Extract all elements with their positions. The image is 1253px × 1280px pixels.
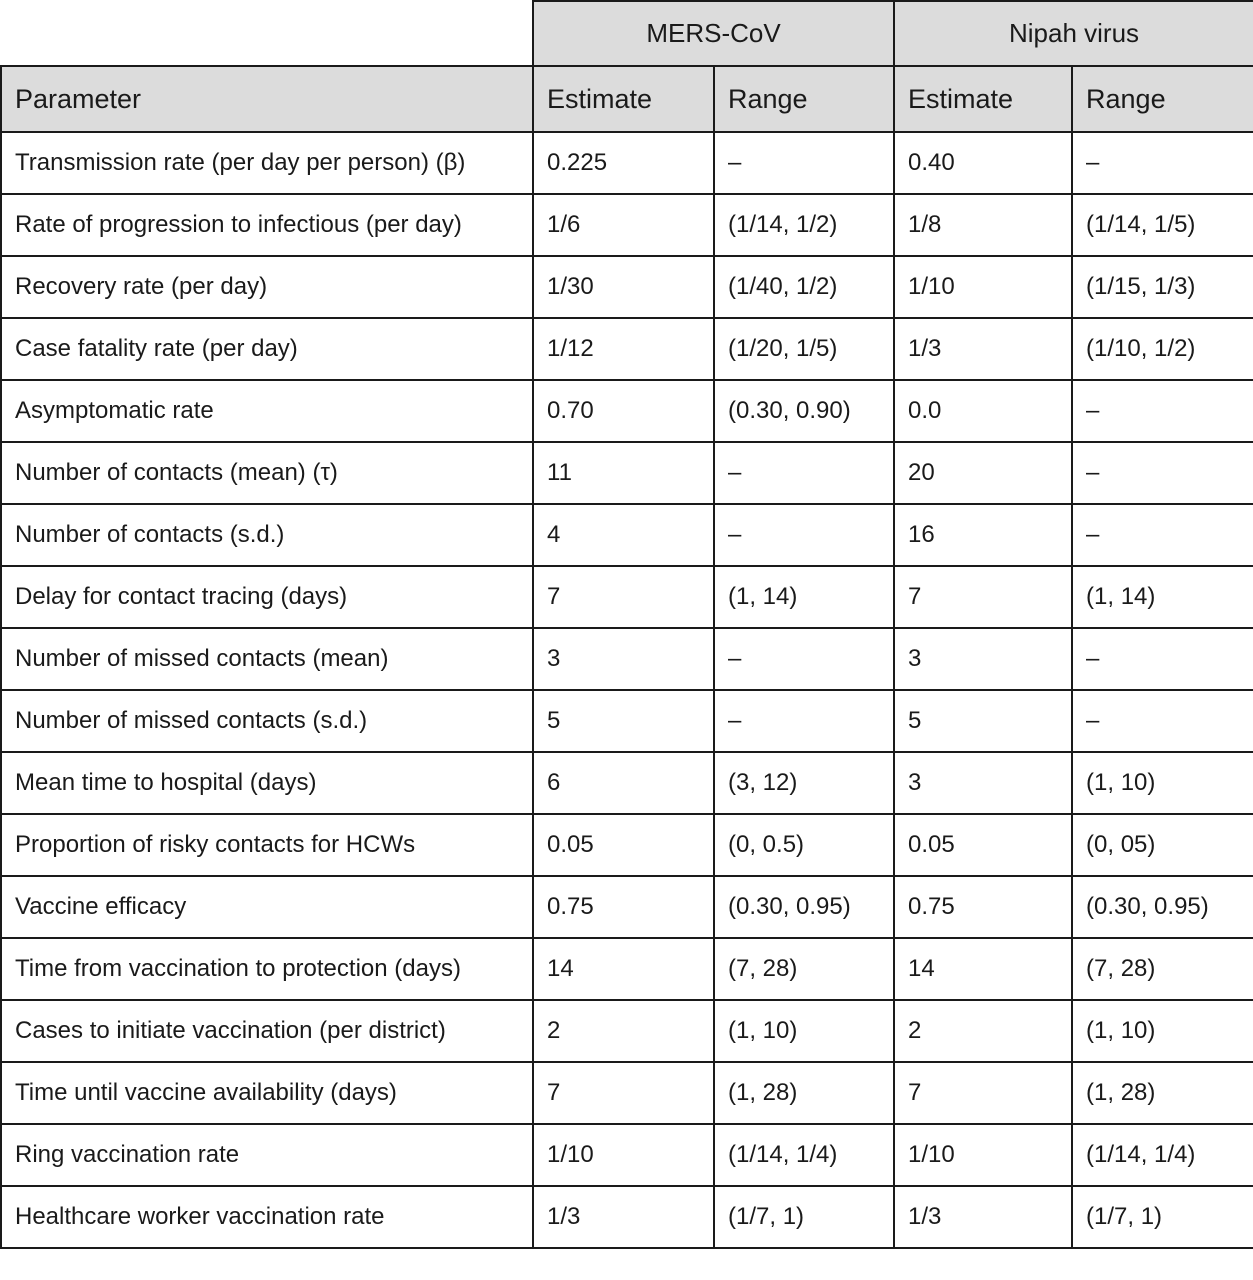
- column-header-parameter: Parameter: [1, 66, 533, 132]
- parameter-cell: Time until vaccine availability (days): [1, 1062, 533, 1124]
- table-row: [1, 380, 1253, 442]
- nipah-estimate-cell: 1/3: [894, 1186, 1072, 1248]
- mers-range-cell: (1, 28): [714, 1062, 894, 1124]
- table-row: [1, 442, 1253, 504]
- mers-estimate-cell: 5: [533, 690, 714, 752]
- group-header-nipah: Nipah virus: [894, 1, 1253, 66]
- mers-estimate-cell: 2: [533, 1000, 714, 1062]
- mers-range-cell: –: [714, 628, 894, 690]
- mers-range-cell: (0, 0.5): [714, 814, 894, 876]
- parameter-cell: Number of missed contacts (mean): [1, 628, 533, 690]
- column-header-mers-estimate: Estimate: [533, 66, 714, 132]
- table-row: [1, 876, 1253, 938]
- mers-range-cell: (1, 14): [714, 566, 894, 628]
- mers-range-cell: (0.30, 0.95): [714, 876, 894, 938]
- parameter-cell: Recovery rate (per day): [1, 256, 533, 318]
- nipah-range-cell: –: [1072, 380, 1253, 442]
- mers-range-cell: (1/14, 1/2): [714, 194, 894, 256]
- table-row: [1, 318, 1253, 380]
- parameter-cell: Healthcare worker vaccination rate: [1, 1186, 533, 1248]
- nipah-estimate-cell: 20: [894, 442, 1072, 504]
- nipah-range-cell: (1/14, 1/4): [1072, 1124, 1253, 1186]
- nipah-range-cell: (1/14, 1/5): [1072, 194, 1253, 256]
- table-row: [1, 504, 1253, 566]
- table-row: [1, 1062, 1253, 1124]
- nipah-range-cell: (7, 28): [1072, 938, 1253, 1000]
- column-header-nipah-range: Range: [1072, 66, 1253, 132]
- parameter-cell: Case fatality rate (per day): [1, 318, 533, 380]
- column-header-nipah-estimate: Estimate: [894, 66, 1072, 132]
- parameter-cell: Number of contacts (s.d.): [1, 504, 533, 566]
- mers-estimate-cell: 1/6: [533, 194, 714, 256]
- nipah-estimate-cell: 1/10: [894, 1124, 1072, 1186]
- mers-estimate-cell: 11: [533, 442, 714, 504]
- mers-range-cell: (3, 12): [714, 752, 894, 814]
- nipah-range-cell: –: [1072, 628, 1253, 690]
- mers-range-cell: –: [714, 690, 894, 752]
- nipah-estimate-cell: 0.40: [894, 132, 1072, 194]
- nipah-estimate-cell: 7: [894, 566, 1072, 628]
- mers-estimate-cell: 1/12: [533, 318, 714, 380]
- mers-estimate-cell: 7: [533, 1062, 714, 1124]
- nipah-estimate-cell: 1/10: [894, 256, 1072, 318]
- mers-estimate-cell: 0.05: [533, 814, 714, 876]
- table-row: [1, 256, 1253, 318]
- table-row: [1, 690, 1253, 752]
- nipah-range-cell: (1, 10): [1072, 1000, 1253, 1062]
- parameter-cell: Asymptomatic rate: [1, 380, 533, 442]
- nipah-range-cell: (1/15, 1/3): [1072, 256, 1253, 318]
- parameter-cell: Cases to initiate vaccination (per district): [1, 1000, 533, 1062]
- group-header-mers: MERS-CoV: [533, 1, 894, 66]
- nipah-estimate-cell: 1/8: [894, 194, 1072, 256]
- mers-estimate-cell: 3: [533, 628, 714, 690]
- mers-estimate-cell: 1/3: [533, 1186, 714, 1248]
- nipah-estimate-cell: 0.0: [894, 380, 1072, 442]
- mers-range-cell: (1, 10): [714, 1000, 894, 1062]
- parameter-cell: Proportion of risky contacts for HCWs: [1, 814, 533, 876]
- parameter-cell: Time from vaccination to protection (days): [1, 938, 533, 1000]
- nipah-estimate-cell: 1/3: [894, 318, 1072, 380]
- parameter-cell: Number of contacts (mean) (τ): [1, 442, 533, 504]
- nipah-range-cell: (1, 14): [1072, 566, 1253, 628]
- blank-corner-cell: [1, 1, 533, 66]
- column-header-mers-range: Range: [714, 66, 894, 132]
- mers-estimate-cell: 4: [533, 504, 714, 566]
- table-row: [1, 1124, 1253, 1186]
- mers-estimate-cell: 14: [533, 938, 714, 1000]
- nipah-estimate-cell: 0.05: [894, 814, 1072, 876]
- table-row: [1, 132, 1253, 194]
- nipah-range-cell: (1/10, 1/2): [1072, 318, 1253, 380]
- table-row: [1, 566, 1253, 628]
- mers-estimate-cell: 1/30: [533, 256, 714, 318]
- nipah-estimate-cell: 3: [894, 628, 1072, 690]
- table-row: [1, 1186, 1253, 1248]
- mers-range-cell: –: [714, 442, 894, 504]
- table-row: [1, 814, 1253, 876]
- mers-range-cell: –: [714, 504, 894, 566]
- mers-estimate-cell: 0.70: [533, 380, 714, 442]
- parameter-cell: Number of missed contacts (s.d.): [1, 690, 533, 752]
- nipah-range-cell: –: [1072, 442, 1253, 504]
- mers-estimate-cell: 1/10: [533, 1124, 714, 1186]
- mers-range-cell: (0.30, 0.90): [714, 380, 894, 442]
- nipah-range-cell: (0, 05): [1072, 814, 1253, 876]
- nipah-range-cell: –: [1072, 504, 1253, 566]
- nipah-estimate-cell: 7: [894, 1062, 1072, 1124]
- parameter-cell: Transmission rate (per day per person) (β): [1, 132, 533, 194]
- nipah-estimate-cell: 0.75: [894, 876, 1072, 938]
- table-row: [1, 628, 1253, 690]
- table-row: [1, 938, 1253, 1000]
- nipah-range-cell: (1, 28): [1072, 1062, 1253, 1124]
- table-body: [1, 132, 1253, 1248]
- nipah-estimate-cell: 14: [894, 938, 1072, 1000]
- parameter-cell: Mean time to hospital (days): [1, 752, 533, 814]
- nipah-estimate-cell: 5: [894, 690, 1072, 752]
- parameter-cell: Rate of progression to infectious (per day): [1, 194, 533, 256]
- mers-range-cell: (1/7, 1): [714, 1186, 894, 1248]
- nipah-estimate-cell: 3: [894, 752, 1072, 814]
- parameter-cell: Ring vaccination rate: [1, 1124, 533, 1186]
- nipah-range-cell: –: [1072, 690, 1253, 752]
- nipah-range-cell: (1, 10): [1072, 752, 1253, 814]
- mers-estimate-cell: 7: [533, 566, 714, 628]
- nipah-estimate-cell: 2: [894, 1000, 1072, 1062]
- table-row: [1, 1000, 1253, 1062]
- column-header-row: [1, 66, 1253, 132]
- nipah-range-cell: –: [1072, 132, 1253, 194]
- table-row: [1, 194, 1253, 256]
- mers-estimate-cell: 6: [533, 752, 714, 814]
- mers-range-cell: (7, 28): [714, 938, 894, 1000]
- parameter-cell: Vaccine efficacy: [1, 876, 533, 938]
- mers-range-cell: (1/40, 1/2): [714, 256, 894, 318]
- mers-range-cell: (1/14, 1/4): [714, 1124, 894, 1186]
- nipah-estimate-cell: 16: [894, 504, 1072, 566]
- mers-range-cell: (1/20, 1/5): [714, 318, 894, 380]
- parameter-cell: Delay for contact tracing (days): [1, 566, 533, 628]
- mers-estimate-cell: 0.225: [533, 132, 714, 194]
- table-row: [1, 752, 1253, 814]
- group-header-row: [1, 1, 1253, 66]
- mers-range-cell: –: [714, 132, 894, 194]
- mers-estimate-cell: 0.75: [533, 876, 714, 938]
- nipah-range-cell: (1/7, 1): [1072, 1186, 1253, 1248]
- nipah-range-cell: (0.30, 0.95): [1072, 876, 1253, 938]
